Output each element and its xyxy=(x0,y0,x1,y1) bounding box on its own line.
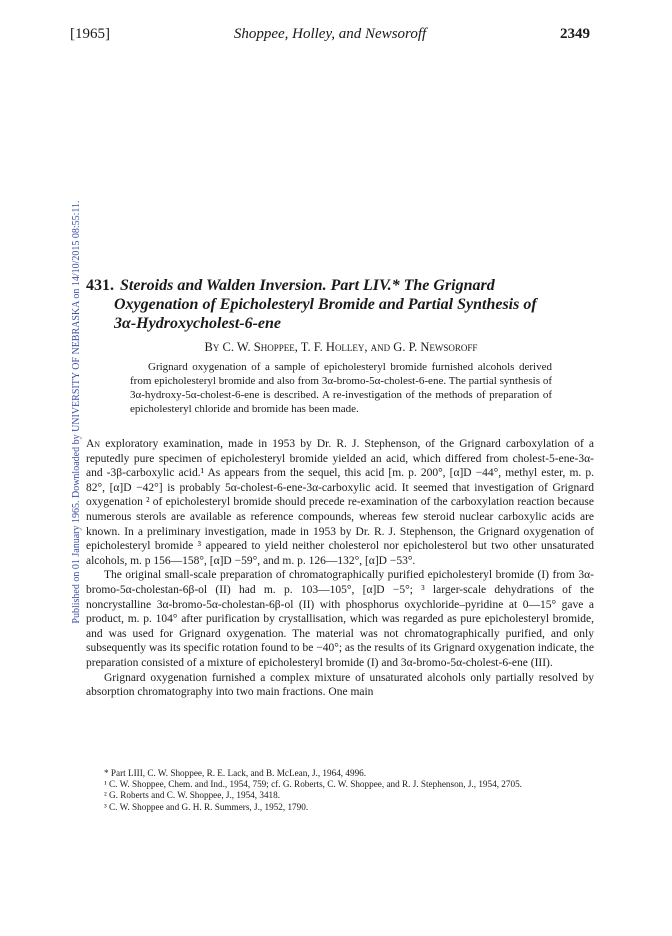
footnotes xyxy=(86,768,594,813)
title-line-3: 3α-Hydroxycholest-6-ene xyxy=(114,315,282,332)
paragraph-1-lead: An xyxy=(86,438,101,450)
page-number: 2349 xyxy=(560,26,590,42)
footnote-1: ¹ C. W. Shoppee, Chem. and Ind., 1954, 759; cf. G. Roberts, C. W. Shoppee, and R. J. Stephenson, J., 1954, 2705. xyxy=(104,779,522,790)
paragraph-3: Grignard oxygenation furnished a complex mixture of unsaturated alcohols only partially resolved by absorption chromatography into two main fractions. One main xyxy=(86,671,594,699)
paragraph-1-text: exploratory examination, made in 1953 by Dr. R. J. Stephenson, of the Grignard carboxylation of a reputedly pure specimen of epicholesteryl bromide yielded an acid, which differed from cholest-5-ene-3α- and -3β-carboxylic acid.¹ As appears from the sequel, this acid [m. p. 200°, [α]D −44°, methyl ester, m. p. 82°, [α]D −42°] is probably 5α-cholest-6-ene-3α-carboxylic acid. It seemed that investigation of Grignard oxygenation ² of epicholesteryl bromide should precede re-examination of the carboxylation reaction because numerous sterols are available as reference compounds, whereas few steroid nuclear carboxylic acids are known. In a preliminary investigation, made in 1953 by Dr. R. J. Stephenson, the Grignard oxygenation of epicholesteryl bromide ³ appeared to yield neither cholesterol nor epicholesterol but two other unsaturated alcohols, m. p 156—158°, [α]D −59°, and m. p. 126—132°, [α]D −53°. xyxy=(86,438,594,567)
header-year: [1965] xyxy=(70,26,110,42)
paragraph-1 xyxy=(86,437,594,568)
footnote-3: ³ C. W. Shoppee and G. H. R. Summers, J., 1952, 1790. xyxy=(104,801,309,812)
header-authors: Shoppee, Holley, and Newsoroff xyxy=(233,26,427,42)
running-header xyxy=(70,26,590,46)
author-byline: By C. W. Shoppee, T. F. Holley, and G. P. Newsoroff xyxy=(204,340,478,354)
article-number: 431. xyxy=(86,277,114,294)
download-watermark[interactable]: Published on 01 January 1965. Downloaded by UNIVERSITY OF NEBRASKA on 14/10/2015 08:55:11. xyxy=(71,200,82,624)
article-title xyxy=(86,276,596,333)
abstract-text: Grignard oxygenation of a sample of epicholesteryl bromide furnished alcohols derived from epicholesteryl bromide and also from 3α-bromo-5α-cholest-6-ene. The partial synthesis of 3α-hydroxy-5α-cholest-6-ene is described. A re-investigation of the methods of preparation of epicholesteryl chloride and bromide has been made. xyxy=(130,361,552,415)
footnote-2: ² G. Roberts and C. W. Shoppee, J., 1954, 3418. xyxy=(104,790,281,801)
title-line-2: Oxygenation of Epicholesteryl Bromide and Partial Synthesis of xyxy=(114,296,537,313)
abstract xyxy=(130,360,552,416)
footnote-star: * Part LIII, C. W. Shoppee, R. E. Lack, and B. McLean, J., 1964, 4996. xyxy=(104,768,367,778)
body-text xyxy=(86,437,594,700)
title-line-1: Steroids and Walden Inversion. Part LIV.* The Grignard xyxy=(120,277,495,294)
paragraph-2: The original small-scale preparation of chromatographically purified epicholesteryl bromide (I) from 3α-bromo-5α-cholestan-6β-ol (II) had m. p. 103—105°, [α]D −5°; ³ larger-scale dehydrations of the noncrystalline 3α-bromo-5α-cholestan-6β-ol (II) with phosphorus oxychloride–pyridine at 0—15° gave a product, m. p. 104° after purification by crystallisation, which was regarded as pure epicholesteryl bromide, and was used for Grignard oxygenation. The material was not chromatographically purified, and only subsequently was its specific rotation found to be −40°; as the results of its Grignard oxygenation indicate, the preparation consisted of a mixture of epicholesteryl bromide (I) and 3α-bromo-5α-cholest-6-ene (III). xyxy=(86,569,594,669)
